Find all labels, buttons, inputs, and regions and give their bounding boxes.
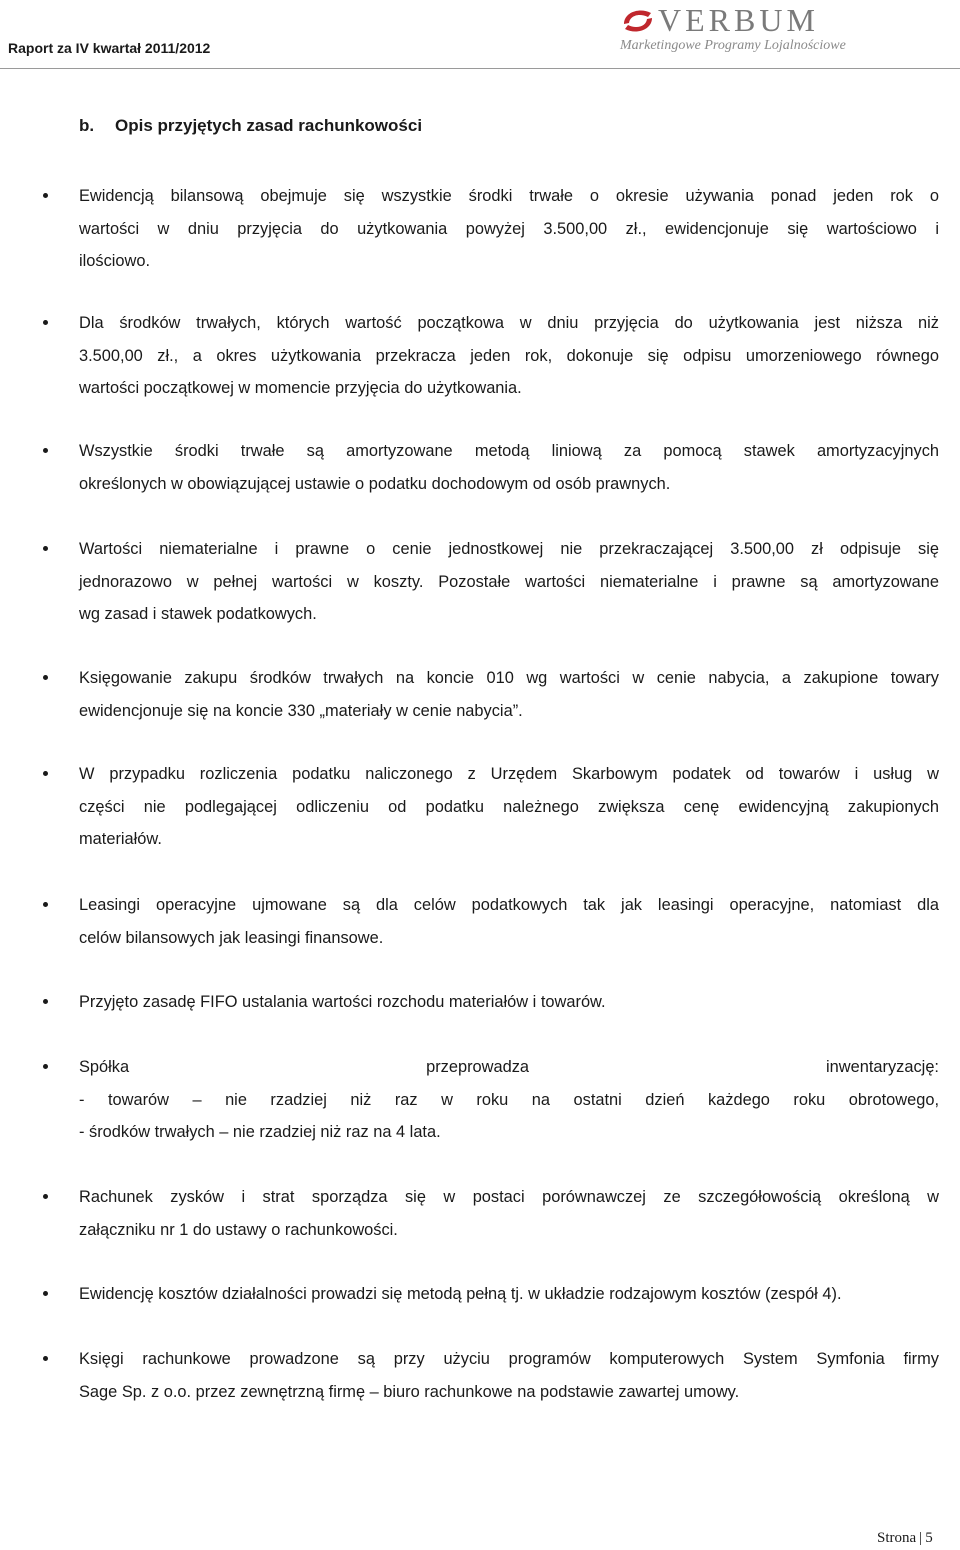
list-item-line: Dla środków trwałych, których wartość początkowa w dniu przyjęcia do użytkowania jest niższa niż xyxy=(79,314,939,332)
bullet-icon xyxy=(43,902,48,907)
logo-emblem-icon xyxy=(618,4,658,38)
list-item-line: materiałów. xyxy=(79,830,162,848)
list-item xyxy=(79,435,939,500)
list-item-line: wg zasad i stawek podatkowych. xyxy=(79,605,317,623)
bullet-icon xyxy=(43,1194,48,1199)
bullet-icon xyxy=(43,448,48,453)
list-item-line: Wszystkie środki trwałe są amortyzowane metodą liniową za pomocą stawek amortyzacyjnych xyxy=(79,442,939,460)
list-item-line: Księgowanie zakupu środków trwałych na koncie 010 wg wartości w cenie nabycia, a zakupione towary xyxy=(79,669,939,687)
report-title: Raport za IV kwartał 2011/2012 xyxy=(8,40,211,56)
page-header xyxy=(0,0,960,70)
list-item xyxy=(79,180,939,278)
list-item xyxy=(79,662,939,727)
page-label: Strona xyxy=(877,1530,917,1546)
list-item-line: Ewidencją bilansową obejmuje się wszystkie środki trwałe o okresie używania ponad jeden rok o xyxy=(79,187,939,205)
list-item-line: Sage Sp. z o.o. przez zewnętrzną firmę – biuro rachunkowe na podstawie zawartej umowy. xyxy=(79,1382,740,1401)
list-item-line: Rachunek zysków i strat sporządza się w postaci porównawczej ze szczegółowością określoną w xyxy=(79,1188,939,1206)
logo-wordmark: VERBUM xyxy=(658,2,819,38)
list-item-line: Spółka przeprowadza inwentaryzację: xyxy=(79,1058,939,1076)
list-item xyxy=(79,533,939,631)
list-item-line: - środków trwałych – nie rzadziej niż raz na 4 lata. xyxy=(79,1123,441,1141)
list-item xyxy=(79,1343,939,1408)
list-item xyxy=(79,1278,939,1311)
bullet-icon xyxy=(43,675,48,680)
header-divider xyxy=(0,68,960,69)
list-item xyxy=(79,1181,939,1246)
bullet-icon xyxy=(43,1291,48,1296)
list-item-line: 3.500,00 zł., a okres użytkowania przekracza jeden rok, dokonuje się odpisu umorzeniowego równego xyxy=(79,346,939,365)
bullet-icon xyxy=(43,1064,48,1069)
verbum-logo xyxy=(618,2,854,60)
list-item-line: Ewidencję kosztów działalności prowadzi się metodą pełną tj. w układzie rodzajowym kosztów (zespół 4). xyxy=(79,1285,842,1303)
list-item xyxy=(79,758,939,856)
logo-tagline: Marketingowe Programy Lojalnościowe xyxy=(620,38,846,53)
bullet-icon xyxy=(43,771,48,776)
bullet-icon xyxy=(43,1356,48,1361)
bullet-icon xyxy=(43,999,48,1004)
list-item xyxy=(79,307,939,405)
list-item-line: Leasingi operacyjne ujmowane są dla celów podatkowych tak jak leasingi operacyjne, natomiast dla xyxy=(79,896,939,914)
list-item xyxy=(79,1051,939,1149)
page-footer xyxy=(877,1530,933,1547)
list-item-line: części nie podlegającej odliczeniu od podatku należnego zwiększa cenę ewidencyjną zakupionych xyxy=(79,797,939,816)
list-item-line: załączniku nr 1 do ustawy o rachunkowości. xyxy=(79,1220,398,1239)
list-item-line: ewidencjonuje się na koncie 330 „materiały w cenie nabycia”. xyxy=(79,701,523,720)
section-heading xyxy=(79,116,422,136)
list-item-line: Wartości niematerialne i prawne o cenie jednostkowej nie przekraczającej 3.500,00 zł odpisuje się xyxy=(79,540,939,558)
bullet-icon xyxy=(43,546,48,551)
list-item-line: Przyjęto zasadę FIFO ustalania wartości rozchodu materiałów i towarów. xyxy=(79,993,606,1011)
list-item-line: celów bilansowych jak leasingi finansowe. xyxy=(79,928,384,947)
bullet-icon xyxy=(43,320,48,325)
list-item-line: - towarów – nie rzadziej niż raz w roku na ostatni dzień każdego roku obrotowego, xyxy=(79,1090,939,1109)
list-item-line: Księgi rachunkowe prowadzone są przy użyciu programów komputerowych System Symfonia firmy xyxy=(79,1350,939,1368)
list-item-line: wartości w dniu przyjęcia do użytkowania powyżej 3.500,00 zł., ewidencjonuje się wartościowo i xyxy=(79,219,939,238)
list-item-line: określonych w obowiązującej ustawie o podatku dochodowym od osób prawnych. xyxy=(79,474,671,493)
list-item xyxy=(79,889,939,954)
bullet-icon xyxy=(43,193,48,198)
section-marker: b. xyxy=(79,116,95,135)
list-item-line: wartości początkowej w momencie przyjęcia do użytkowania. xyxy=(79,379,522,397)
section-title: Opis przyjętych zasad rachunkowości xyxy=(115,116,423,135)
list-item-line: ilościowo. xyxy=(79,252,151,270)
list-item-line: W przypadku rozliczenia podatku naliczonego z Urzędem Skarbowym podatek od towarów i usług w xyxy=(79,765,939,783)
page-separator: | xyxy=(919,1530,923,1546)
list-item-line: jednorazowo w pełnej wartości w koszty. Pozostałe wartości niematerialne i prawne są amortyzowane xyxy=(79,572,939,591)
list-item xyxy=(79,986,939,1019)
page-number: 5 xyxy=(925,1530,933,1546)
